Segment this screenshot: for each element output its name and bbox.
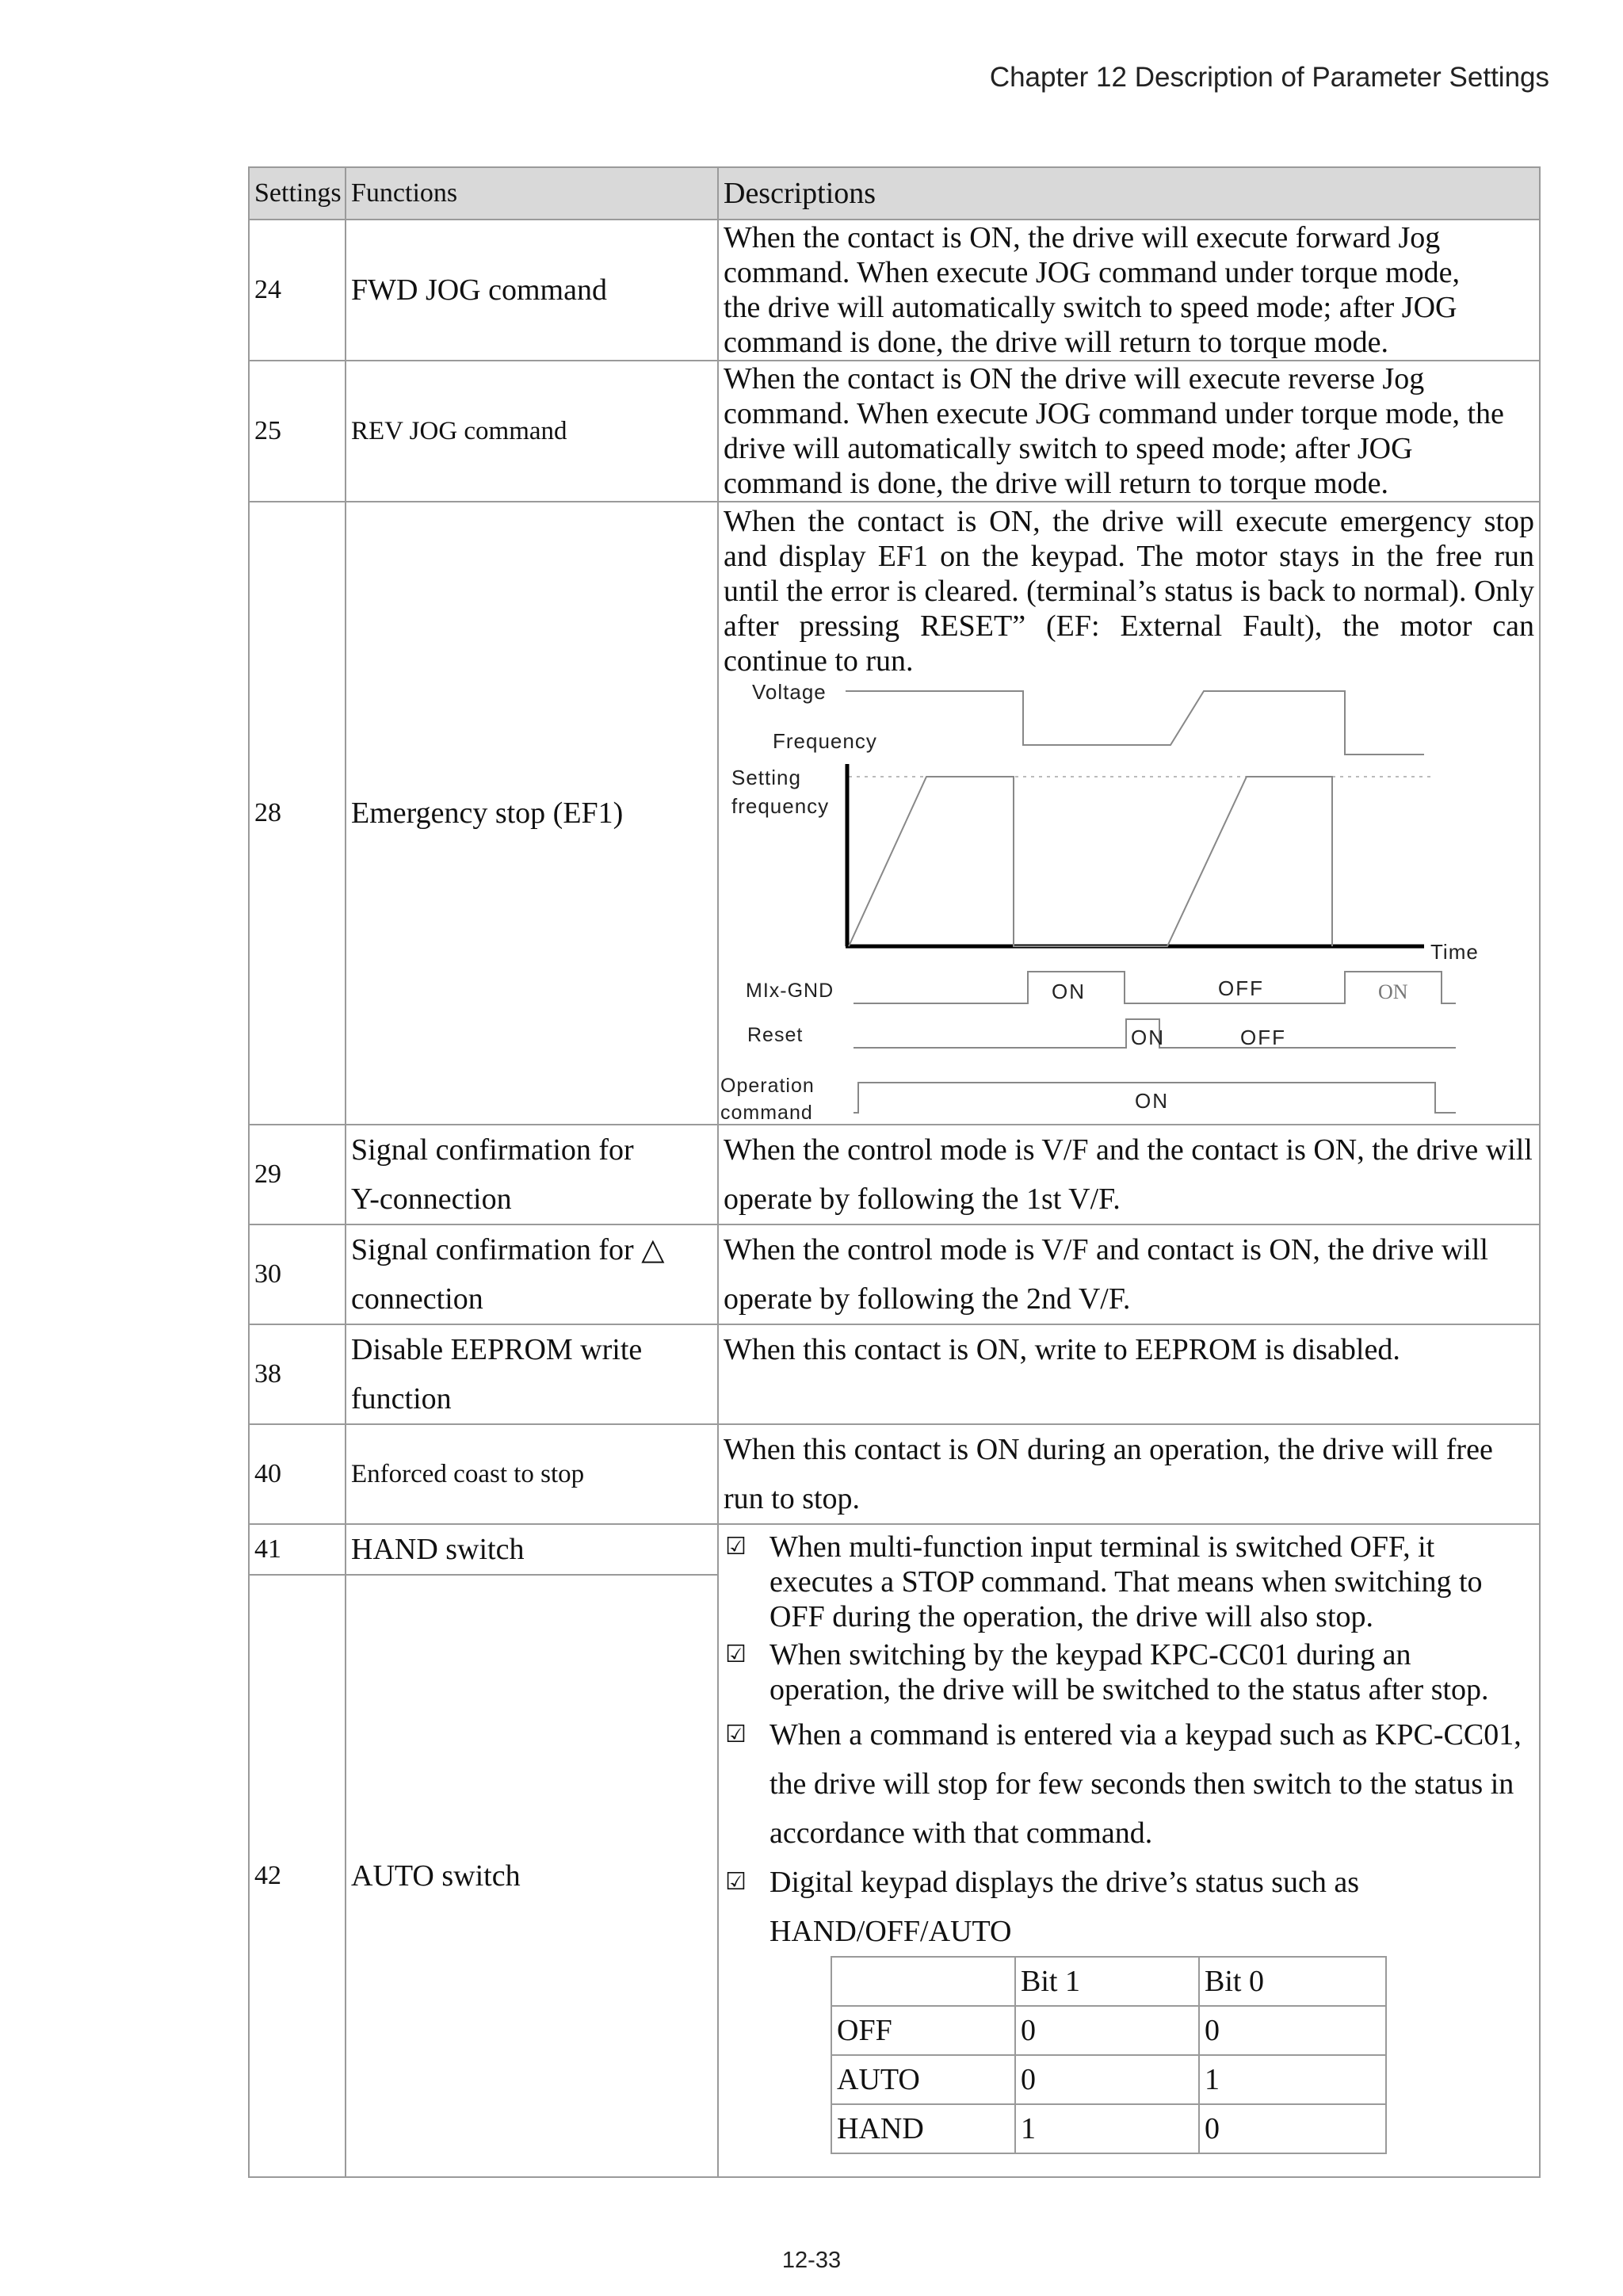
col-header-descriptions: Descriptions xyxy=(718,167,1540,220)
mi-gnd-label: MIx-GND xyxy=(746,980,834,1002)
setting-frequency-label: Setting xyxy=(731,766,801,789)
col-header-functions: Functions xyxy=(346,167,718,220)
page-number: 12-33 xyxy=(781,2248,842,2273)
description: When the control mode is V/F and the contact is ON, the drive will operate by following the 1st V/F. xyxy=(718,1125,1540,1224)
mi-on-label: ON xyxy=(1052,980,1086,1003)
ef1-timing-diagram xyxy=(719,680,1527,1124)
setting-number: 40 xyxy=(249,1424,346,1524)
chapter-header: Chapter 12 Description of Parameter Settings xyxy=(989,62,1549,93)
setting-number: 24 xyxy=(249,220,346,361)
operation-command-label-2: command xyxy=(720,1102,813,1124)
setting-number: 25 xyxy=(249,361,346,502)
reset-off-label: OFF xyxy=(1240,1026,1286,1049)
table-row xyxy=(249,1324,1540,1424)
setting-frequency-label-2: frequency xyxy=(731,794,830,818)
function-name: Signal confirmation for △ connection xyxy=(346,1224,718,1324)
mi-off-label: OFF xyxy=(1218,976,1264,1000)
status-table-row: HAND 1 0 xyxy=(831,2104,1386,2153)
bullet-item: ☑ When switching by the keypad KPC-CC01 during an operation, the drive will be switched to the status after stop. xyxy=(725,1638,1489,1706)
settings-table xyxy=(248,166,1541,2178)
table-row xyxy=(249,1424,1540,1524)
checkbox-icon: ☑ xyxy=(725,1533,747,1561)
bullet-item: ☑ When multi-function input terminal is switched OFF, it executes a STOP command. That means when switching to OFF during the operation, the drive will also stop. xyxy=(725,1530,1483,1633)
col-header-settings: Settings xyxy=(249,167,346,220)
mi-on-label-2: ON xyxy=(1378,980,1408,1003)
checkbox-icon: ☑ xyxy=(725,1868,747,1896)
table-row xyxy=(249,1125,1540,1224)
status-table xyxy=(831,1956,1387,2154)
table-row xyxy=(249,361,1540,502)
status-table-wrap xyxy=(724,1956,1534,2154)
function-name: Emergency stop (EF1) xyxy=(346,502,718,1125)
function-name: FWD JOG command xyxy=(346,220,718,361)
bullet-item: ☑ When a command is entered via a keypad such as KPC-CC01, the drive will stop for few seconds then switch to the status in accordance with that command. xyxy=(724,1710,1534,1858)
function-name: HAND switch xyxy=(346,1524,718,1575)
function-name: Disable EEPROM write function xyxy=(346,1324,718,1424)
setting-number: 38 xyxy=(249,1324,346,1424)
table-row xyxy=(249,1524,1540,1575)
bullet-item: ☑ Digital keypad displays the drive’s status such as HAND/OFF/AUTO xyxy=(724,1858,1534,1956)
checkbox-icon: ☑ xyxy=(725,1721,747,1748)
reset-on-label: ON xyxy=(1131,1026,1165,1049)
voltage-trace xyxy=(846,691,1424,755)
hand-auto-description xyxy=(718,1524,1540,2177)
status-table-row: OFF 0 0 xyxy=(831,2006,1386,2055)
mi-gnd-signal xyxy=(854,972,1456,1003)
setting-number: 29 xyxy=(249,1125,346,1224)
function-name: REV JOG command xyxy=(346,361,718,502)
setting-number: 41 xyxy=(249,1524,346,1575)
voltage-label: Voltage xyxy=(752,680,827,704)
function-name: Signal confirmation for Y-connection xyxy=(346,1125,718,1224)
table-row xyxy=(249,220,1540,361)
function-name: AUTO switch xyxy=(346,1575,718,2177)
checkbox-icon: ☑ xyxy=(725,1641,747,1668)
description xyxy=(718,502,1540,1125)
status-table-row: AUTO 0 1 xyxy=(831,2055,1386,2104)
reset-label: Reset xyxy=(747,1024,804,1046)
setting-number: 42 xyxy=(249,1575,346,2177)
description: When this contact is ON, write to EEPROM is disabled. xyxy=(718,1324,1540,1424)
frequency-trace xyxy=(849,777,1332,946)
table-row xyxy=(249,502,1540,1125)
function-name: Enforced coast to stop xyxy=(346,1424,718,1524)
status-table-header: Bit 1 Bit 0 xyxy=(831,1957,1386,2006)
description: When the contact is ON the drive will execute reverse Jog command. When execute JOG command under torque mode, the drive will automatically switch to speed mode; after JOG command is done, the drive will return to torque mode. xyxy=(718,361,1540,502)
description: When this contact is ON during an operation, the drive will free run to stop. xyxy=(718,1424,1540,1524)
setting-number: 28 xyxy=(249,502,346,1125)
time-label: Time xyxy=(1430,940,1479,964)
description: When the control mode is V/F and contact is ON, the drive will operate by following the 2nd V/F. xyxy=(718,1224,1540,1324)
operation-command-label: Operation xyxy=(720,1075,815,1097)
table-header-row xyxy=(249,167,1540,220)
table-row xyxy=(249,1224,1540,1324)
operation-on-label: ON xyxy=(1135,1089,1169,1113)
frequency-label: Frequency xyxy=(773,729,877,753)
setting-number: 30 xyxy=(249,1224,346,1324)
description-text: When the contact is ON, the drive will execute emergency stop and display EF1 on the keypad. The motor stays in the free run until the error is cleared. (terminal’s status is back to normal). Only after pressing RESET” (EF: External Fault), the motor can continue to run. xyxy=(724,505,1534,678)
description: When the contact is ON, the drive will execute forward Jog command. When execute JOG command under torque mode, the drive will automatically switch to speed mode; after JOG command is done, the drive will return to torque mode. xyxy=(718,220,1540,361)
